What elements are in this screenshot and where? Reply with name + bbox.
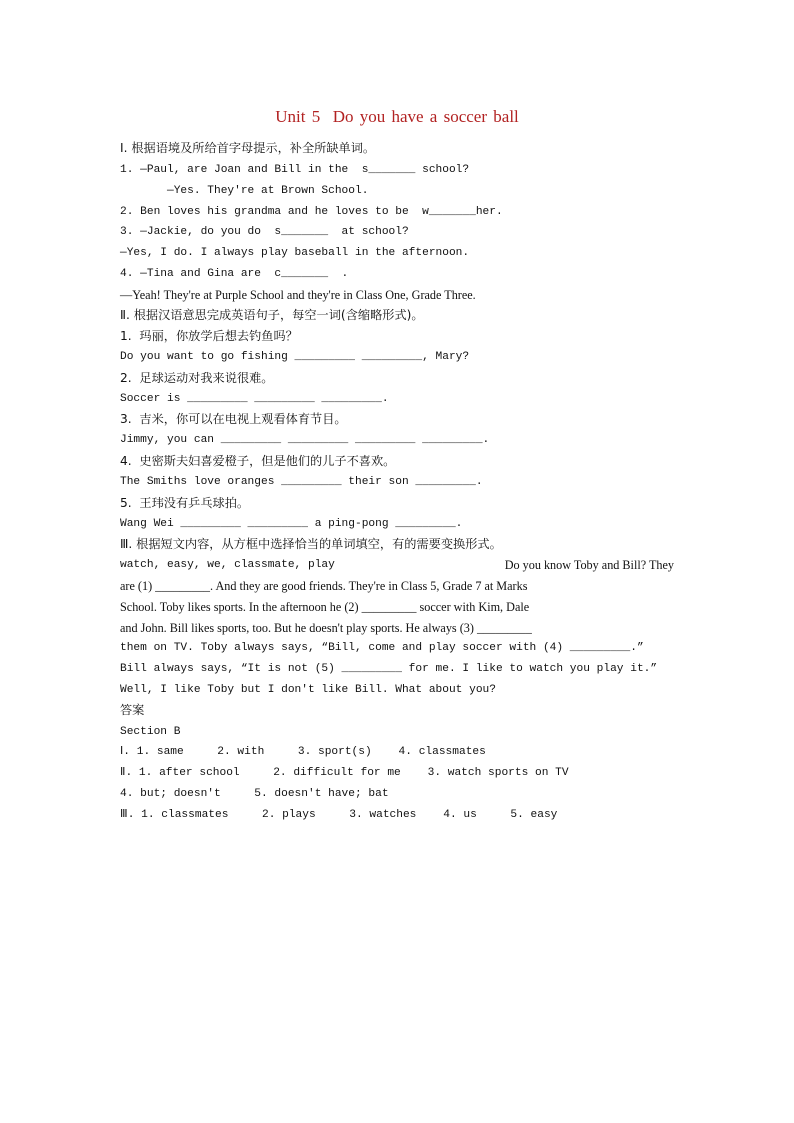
section1-line: 4. —Tina and Gina are c_______ . [120,268,349,280]
section2-item-cn: 4. 史密斯夫妇喜爱橙子，但是他们的儿子不喜欢。 [120,454,396,468]
answer-line: Ⅲ. 1. classmates 2. plays 3. watches 4. us 5. easy [120,809,558,821]
word-box: watch, easy, we, classmate, play [120,559,335,571]
section1-line: 1. —Paul, are Joan and Bill in the s_______ school? [120,164,470,176]
passage-line: them on TV. Toby always says, “Bill, come and play soccer with (4) _________.” [120,642,644,654]
passage-line: Well, I like Toby but I don't like Bill. What about you? [120,684,496,696]
section1-line: —Yes. They're at Brown School. [120,185,369,197]
section2-item-en: Wang Wei _________ _________ a ping-pong _________. [120,518,463,530]
section2-item-en: The Smiths love oranges _________ their son _________. [120,476,483,488]
passage-line: Bill always says, “It is not (5) _________ for me. I like to watch you play it.” [120,663,658,675]
answers-label: 答案 [120,703,145,717]
section1-heading: Ⅰ. 根据语境及所给首字母提示，补全所缺单词。 [120,141,376,155]
passage-line: Do you know Toby and Bill? They [504,558,674,572]
section1-line: 2. Ben loves his grandma and he loves to be w_______her. [120,206,503,218]
section2-item-cn: 5. 王玮没有乒乓球拍。 [120,496,250,510]
answer-line: Ⅰ. 1. same 2. with 3. sport(s) 4. classmates [120,746,486,758]
section2-item-cn: 3. 吉米，你可以在电视上观看体育节目。 [120,412,347,426]
answer-line: 4. but; doesn't 5. doesn't have; bat [120,788,389,800]
passage-line: and John. Bill likes sports, too. But he doesn't play sports. He always (3) _________ [120,621,532,635]
answers-section: Section B [120,726,181,738]
section2-item-en: Jimmy, you can _________ _________ _________ _________. [120,434,490,446]
section2-item-cn: 1. 玛丽，你放学后想去钓鱼吗？ [120,329,298,343]
page-title: Unit 5 Do you have a soccer ball [275,107,519,126]
section1-line: 3. —Jackie, do you do s_______ at school? [120,226,409,238]
section1-line: —Yes, I do. I always play baseball in the afternoon. [120,247,470,259]
section2-item-cn: 2. 足球运动对我来说很难。 [120,371,274,385]
section3-heading: Ⅲ. 根据短文内容，从方框中选择恰当的单词填空，有的需要变换形式。 [120,537,502,551]
passage-line: School. Toby likes sports. In the afternoon he (2) _________ soccer with Kim, Dale [120,600,530,614]
section2-item-en: Soccer is _________ _________ _________. [120,393,389,405]
section2-heading: Ⅱ. 根据汉语意思完成英语句子，每空一词(含缩略形式)。 [120,308,424,322]
answer-line: Ⅱ. 1. after school 2. difficult for me 3. watch sports on TV [120,767,569,779]
passage-line: are (1) _________. And they are good friends. They're in Class 5, Grade 7 at Marks [120,579,528,593]
section2-item-en: Do you want to go fishing _________ _________, Mary? [120,351,470,363]
section1-line: —Yeah! They're at Purple School and they're in Class One, Grade Three. [120,288,476,302]
